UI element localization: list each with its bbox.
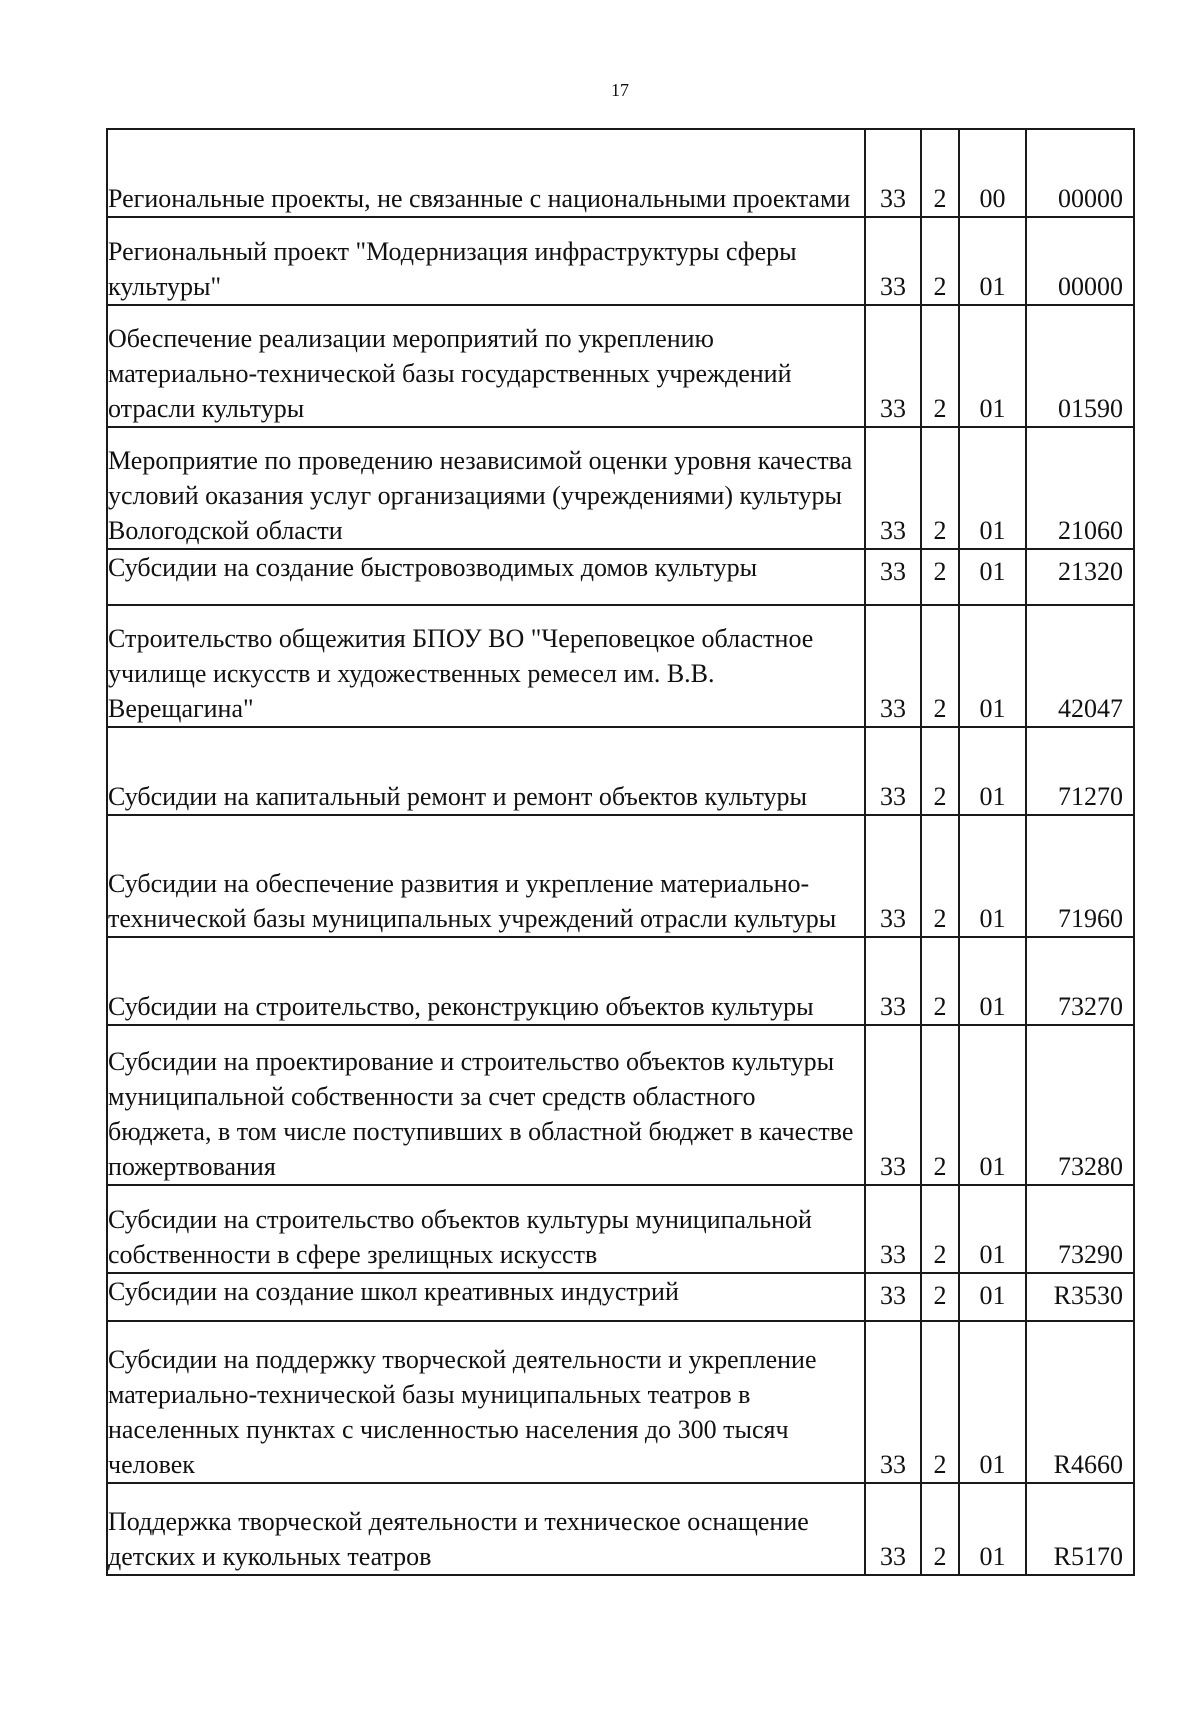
code-col-2: 2 xyxy=(921,1185,959,1273)
row-name: Субсидии на проектирование и строительство объектов культуры муниципальной собственности за счет средств областного бюджета, в том числе поступивших в областной бюджет в качестве пожертвования xyxy=(107,1025,865,1185)
code-col-3: 01 xyxy=(959,727,1026,815)
code-col-4: 73280 xyxy=(1026,1025,1134,1185)
table-row xyxy=(107,937,1134,1025)
row-name: Субсидии на создание школ креативных индустрий xyxy=(107,1273,865,1321)
code-col-2: 2 xyxy=(921,605,959,727)
row-name: Региональный проект "Модернизация инфраструктуры сферы культуры" xyxy=(107,217,865,305)
code-col-1: 33 xyxy=(865,549,921,605)
code-col-4: 42047 xyxy=(1026,605,1134,727)
table-row xyxy=(107,1185,1134,1273)
code-col-3: 01 xyxy=(959,1273,1026,1321)
code-col-4: 00000 xyxy=(1026,129,1134,217)
code-col-4: 01590 xyxy=(1026,305,1134,427)
code-col-2: 2 xyxy=(921,1025,959,1185)
code-col-1: 33 xyxy=(865,305,921,427)
code-col-4: 00000 xyxy=(1026,217,1134,305)
table-row xyxy=(107,129,1134,217)
code-col-4: 73270 xyxy=(1026,937,1134,1025)
code-col-1: 33 xyxy=(865,1185,921,1273)
code-col-1: 33 xyxy=(865,427,921,549)
budget-classification-table xyxy=(106,128,1135,1576)
code-col-3: 01 xyxy=(959,815,1026,937)
code-col-3: 01 xyxy=(959,937,1026,1025)
table-row xyxy=(107,427,1134,549)
code-col-2: 2 xyxy=(921,1273,959,1321)
code-col-4: R5170 xyxy=(1026,1483,1134,1575)
code-col-2: 2 xyxy=(921,937,959,1025)
code-col-2: 2 xyxy=(921,1483,959,1575)
row-name: Субсидии на поддержку творческой деятельности и укрепление материально-технической базы муниципальных театров в населенных пунктах с численностью населения до 300 тысяч человек xyxy=(107,1321,865,1483)
row-name: Региональные проекты, не связанные с национальными проектами xyxy=(107,129,865,217)
code-col-2: 2 xyxy=(921,727,959,815)
table-row xyxy=(107,605,1134,727)
table-row xyxy=(107,1025,1134,1185)
table-row xyxy=(107,727,1134,815)
code-col-3: 01 xyxy=(959,1185,1026,1273)
code-col-3: 01 xyxy=(959,549,1026,605)
code-col-3: 01 xyxy=(959,427,1026,549)
table-row xyxy=(107,549,1134,605)
table-row xyxy=(107,1321,1134,1483)
code-col-3: 01 xyxy=(959,1321,1026,1483)
code-col-2: 2 xyxy=(921,549,959,605)
row-name: Поддержка творческой деятельности и техническое оснащение детских и кукольных театров xyxy=(107,1483,865,1575)
code-col-1: 33 xyxy=(865,1273,921,1321)
table-row xyxy=(107,217,1134,305)
code-col-2: 2 xyxy=(921,129,959,217)
code-col-2: 2 xyxy=(921,217,959,305)
code-col-4: 71270 xyxy=(1026,727,1134,815)
row-name: Субсидии на строительство объектов культуры муниципальной собственности в сфере зрелищных искусств xyxy=(107,1185,865,1273)
code-col-1: 33 xyxy=(865,1321,921,1483)
table-row xyxy=(107,1483,1134,1575)
code-col-4: R4660 xyxy=(1026,1321,1134,1483)
code-col-2: 2 xyxy=(921,1321,959,1483)
code-col-2: 2 xyxy=(921,427,959,549)
table-row xyxy=(107,815,1134,937)
code-col-4: 21060 xyxy=(1026,427,1134,549)
code-col-3: 01 xyxy=(959,217,1026,305)
code-col-2: 2 xyxy=(921,815,959,937)
code-col-4: 21320 xyxy=(1026,549,1134,605)
code-col-2: 2 xyxy=(921,305,959,427)
row-name: Субсидии на строительство, реконструкцию объектов культуры xyxy=(107,937,865,1025)
code-col-4: 73290 xyxy=(1026,1185,1134,1273)
row-name: Строительство общежития БПОУ ВО "Череповецкое областное училище искусств и художественных ремесел им. В.В. Верещагина" xyxy=(107,605,865,727)
code-col-3: 01 xyxy=(959,1483,1026,1575)
table-row xyxy=(107,1273,1134,1321)
code-col-3: 01 xyxy=(959,1025,1026,1185)
row-name: Субсидии на капитальный ремонт и ремонт объектов культуры xyxy=(107,727,865,815)
row-name: Обеспечение реализации мероприятий по укреплению материально-технической базы государственных учреждений отрасли культуры xyxy=(107,305,865,427)
code-col-1: 33 xyxy=(865,1483,921,1575)
page-number: 17 xyxy=(611,80,629,100)
code-col-1: 33 xyxy=(865,217,921,305)
row-name: Субсидии на обеспечение развития и укрепление материально-технической базы муниципальных учреждений отрасли культуры xyxy=(107,815,865,937)
code-col-4: 71960 xyxy=(1026,815,1134,937)
code-col-1: 33 xyxy=(865,937,921,1025)
code-col-1: 33 xyxy=(865,727,921,815)
code-col-3: 01 xyxy=(959,605,1026,727)
code-col-1: 33 xyxy=(865,605,921,727)
code-col-3: 01 xyxy=(959,305,1026,427)
code-col-4: R3530 xyxy=(1026,1273,1134,1321)
code-col-1: 33 xyxy=(865,129,921,217)
code-col-3: 00 xyxy=(959,129,1026,217)
row-name: Мероприятие по проведению независимой оценки уровня качества условий оказания услуг организациями (учреждениями) культуры Вологодской области xyxy=(107,427,865,549)
code-col-1: 33 xyxy=(865,1025,921,1185)
code-col-1: 33 xyxy=(865,815,921,937)
row-name: Субсидии на создание быстровозводимых домов культуры xyxy=(107,549,865,605)
table-row xyxy=(107,305,1134,427)
